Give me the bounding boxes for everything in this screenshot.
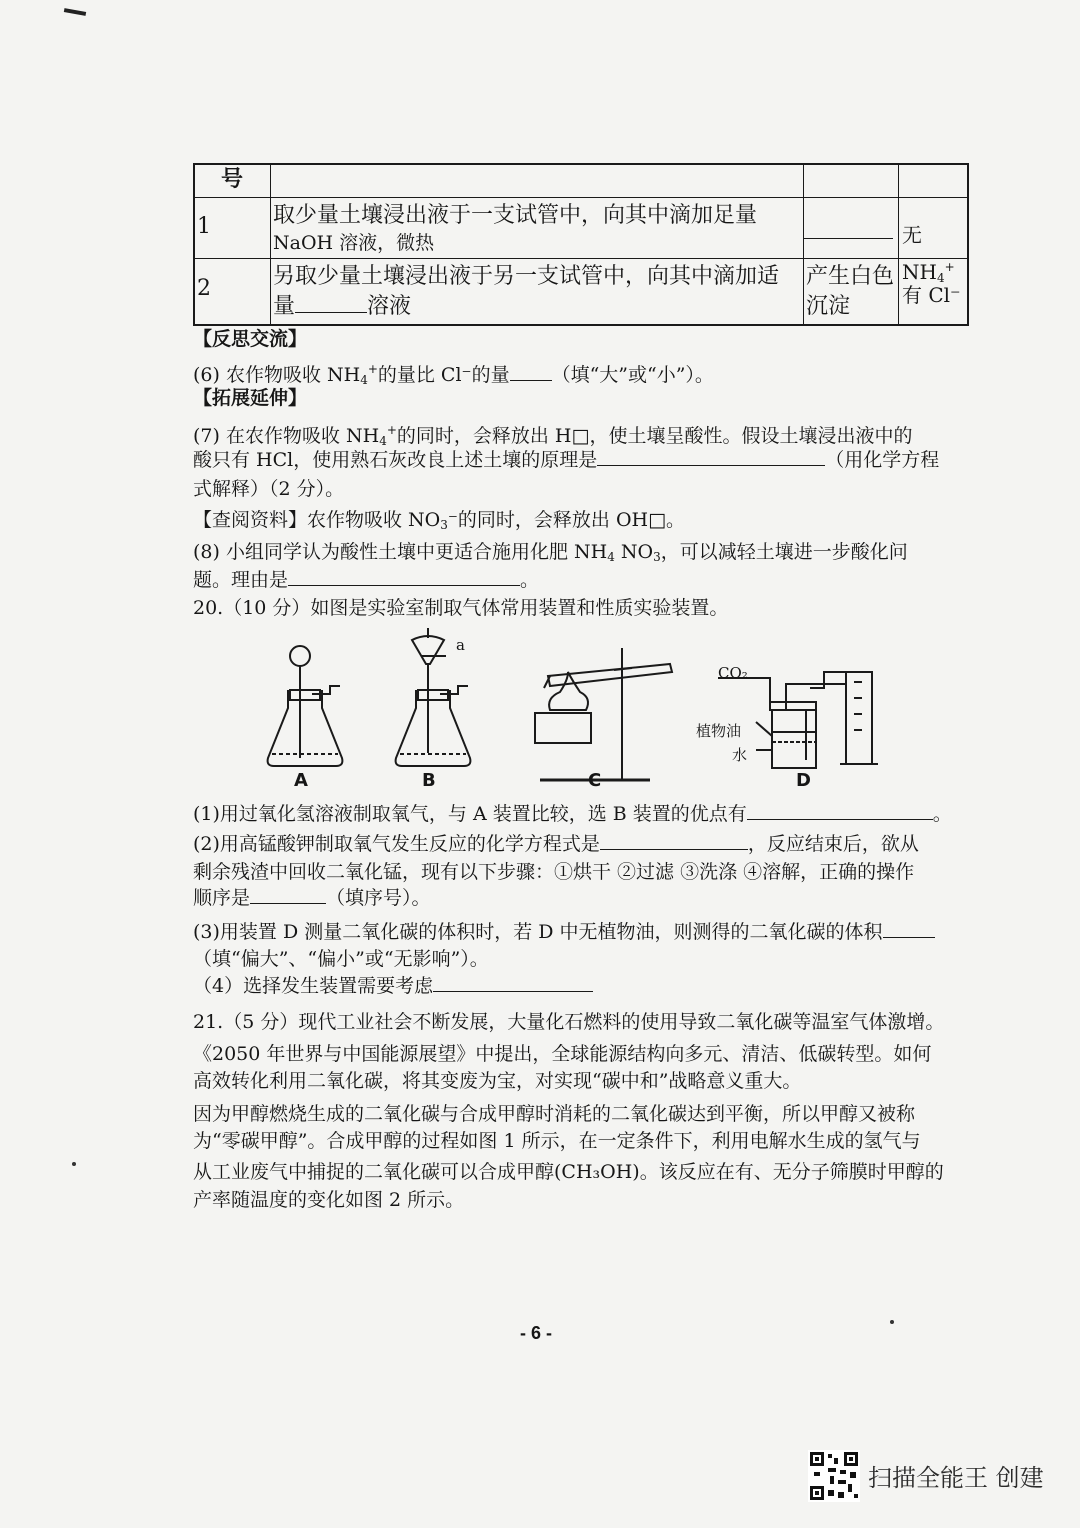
row1-conclusion: 无 $NH_4^+$	[902, 223, 955, 285]
apparatus-figure	[250, 618, 890, 798]
question-21-line2: 《2050 年世界与中国能源展望》中提出，全球能源结构向多元、清洁、低碳转型。如何	[193, 1043, 932, 1065]
question-20-2-line3: 顺序是 （填序号）。	[193, 887, 431, 909]
question-20-2-line2: 剩余残渣中回收二氧化锰，现有以下步骤：①烘干 ②过滤 ③洗涤 ④溶解，正确的操作	[193, 861, 915, 883]
answer-blank[interactable]	[883, 919, 935, 938]
scanner-brand: 扫描全能王 创建	[868, 1464, 1044, 1492]
question-20-2-line1: (2)用高锰酸钾制取氧气发生反应的化学方程式是 ，反应结束后，欲从	[193, 833, 919, 855]
table-header-no: 号	[221, 166, 244, 192]
row2-step-line2: 量 溶液	[273, 294, 412, 319]
info-lookup: 【查阅资料】农作物吸收 $NO_3^-$的同时，会释放出 OH□。	[193, 509, 686, 532]
row1-step-line1: 取少量土壤浸出液于一支试管中，向其中滴加足量	[273, 203, 758, 228]
answer-blank[interactable]	[597, 447, 825, 466]
figure-label-d: D	[796, 770, 811, 791]
figure-label-water: 水	[732, 746, 748, 764]
answer-blank[interactable]	[295, 294, 367, 313]
row1-no: 1	[197, 214, 211, 239]
answer-blank[interactable]	[288, 567, 520, 586]
scan-speck	[72, 1162, 76, 1166]
section-extension: 【拓展延伸】	[193, 387, 308, 409]
answer-blank[interactable]	[600, 831, 748, 850]
answer-blank[interactable]	[250, 885, 326, 904]
question-8-line2: 题。理由是 。	[193, 569, 540, 591]
scan-speck	[890, 1320, 894, 1324]
question-21-line7: 产率随温度的变化如图 2 所示。	[193, 1189, 465, 1211]
question-20-3-line1: (3)用装置 D 测量二氧化碳的体积时，若 D 中无植物油，则测得的二氧化碳的体积	[193, 918, 935, 946]
question-21-line3: 高效转化利用二氧化碳，将其变废为宝，对实现“碳中和”战略意义重大。	[193, 1070, 802, 1092]
figure-label-c: C	[588, 770, 602, 791]
figure-label-a: A	[294, 770, 308, 791]
answer-blank[interactable]	[510, 362, 552, 381]
qr-code-icon	[808, 1450, 860, 1502]
question-21-line5: 为“零碳甲醇”。合成甲醇的过程如图 1 所示，在一定条件下，利用电解水生成的氢气与	[193, 1130, 921, 1152]
apparatus-drawing	[250, 618, 890, 798]
question-20-4: （4）选择发生装置需要考虑	[193, 972, 593, 1000]
question-7-line3: 式解释）（2 分）。	[193, 478, 345, 500]
row2-conclusion: 有 Cl⁻	[902, 283, 961, 307]
section-reflection: 【反思交流】	[193, 328, 308, 350]
question-20-title: 20.（10 分）如图是实验室制取气体常用装置和性质实验装置。	[193, 597, 729, 619]
figure-label-b: B	[422, 770, 436, 791]
figure-label-a-small: a	[456, 636, 465, 654]
figure-label-oil: 植物油	[696, 722, 742, 740]
question-8-line1: (8) 小组同学认为酸性土壤中更适合施用化肥 $NH_4$ $NO_3$，可以减轻土壤进一步酸化问	[193, 541, 908, 564]
question-7-line2: 酸只有 HCl，使用熟石灰改良上述土壤的原理是 （用化学方程	[193, 449, 940, 471]
row1-step-line2: NaOH 溶液，微热	[273, 232, 435, 254]
page-number: - 6 -	[520, 1323, 553, 1343]
scan-mark	[64, 8, 86, 16]
row2-no: 2	[197, 276, 211, 301]
row2-phenomenon-line1: 产生白色	[806, 264, 895, 289]
question-21-line4: 因为甲醇燃烧生成的二氧化碳与合成甲醇时消耗的二氧化碳达到平衡，所以甲醇又被称	[193, 1103, 916, 1125]
answer-blank[interactable]	[747, 801, 933, 820]
experiment-table	[193, 163, 969, 326]
question-21-line1: 21.（5 分）现代工业社会不断发展，大量化石燃料的使用导致二氧化碳等温室气体激增。	[193, 1011, 945, 1033]
question-6: (6) 农作物吸收 $NH_4^+$的量比 Cl⁻的量 （填“大”或“小”）。	[193, 362, 714, 387]
question-20-1: (1)用过氧化氢溶液制取氧气，与 A 装置比较，选 B 装置的优点有 。	[193, 803, 952, 825]
row2-step-line1: 另取少量土壤浸出液于另一支试管中，向其中滴加适	[273, 264, 780, 289]
question-21-line6: 从工业废气中捕捉的二氧化碳可以合成甲醇(CH₃OH)。该反应在有、无分子筛膜时甲醇的	[193, 1161, 944, 1183]
figure-label-co2: CO₂	[718, 664, 748, 682]
answer-blank[interactable]	[433, 973, 593, 992]
row2-phenomenon-line2: 沉淀	[806, 294, 851, 319]
question-7-line1: (7) 在农作物吸收 $NH_4^+$的同时，会释放出 H□，使土壤呈酸性。假设土壤浸出液中的	[193, 423, 913, 448]
question-20-3-line2: （填“偏大”、“偏小”或“无影响”）。	[193, 948, 489, 970]
